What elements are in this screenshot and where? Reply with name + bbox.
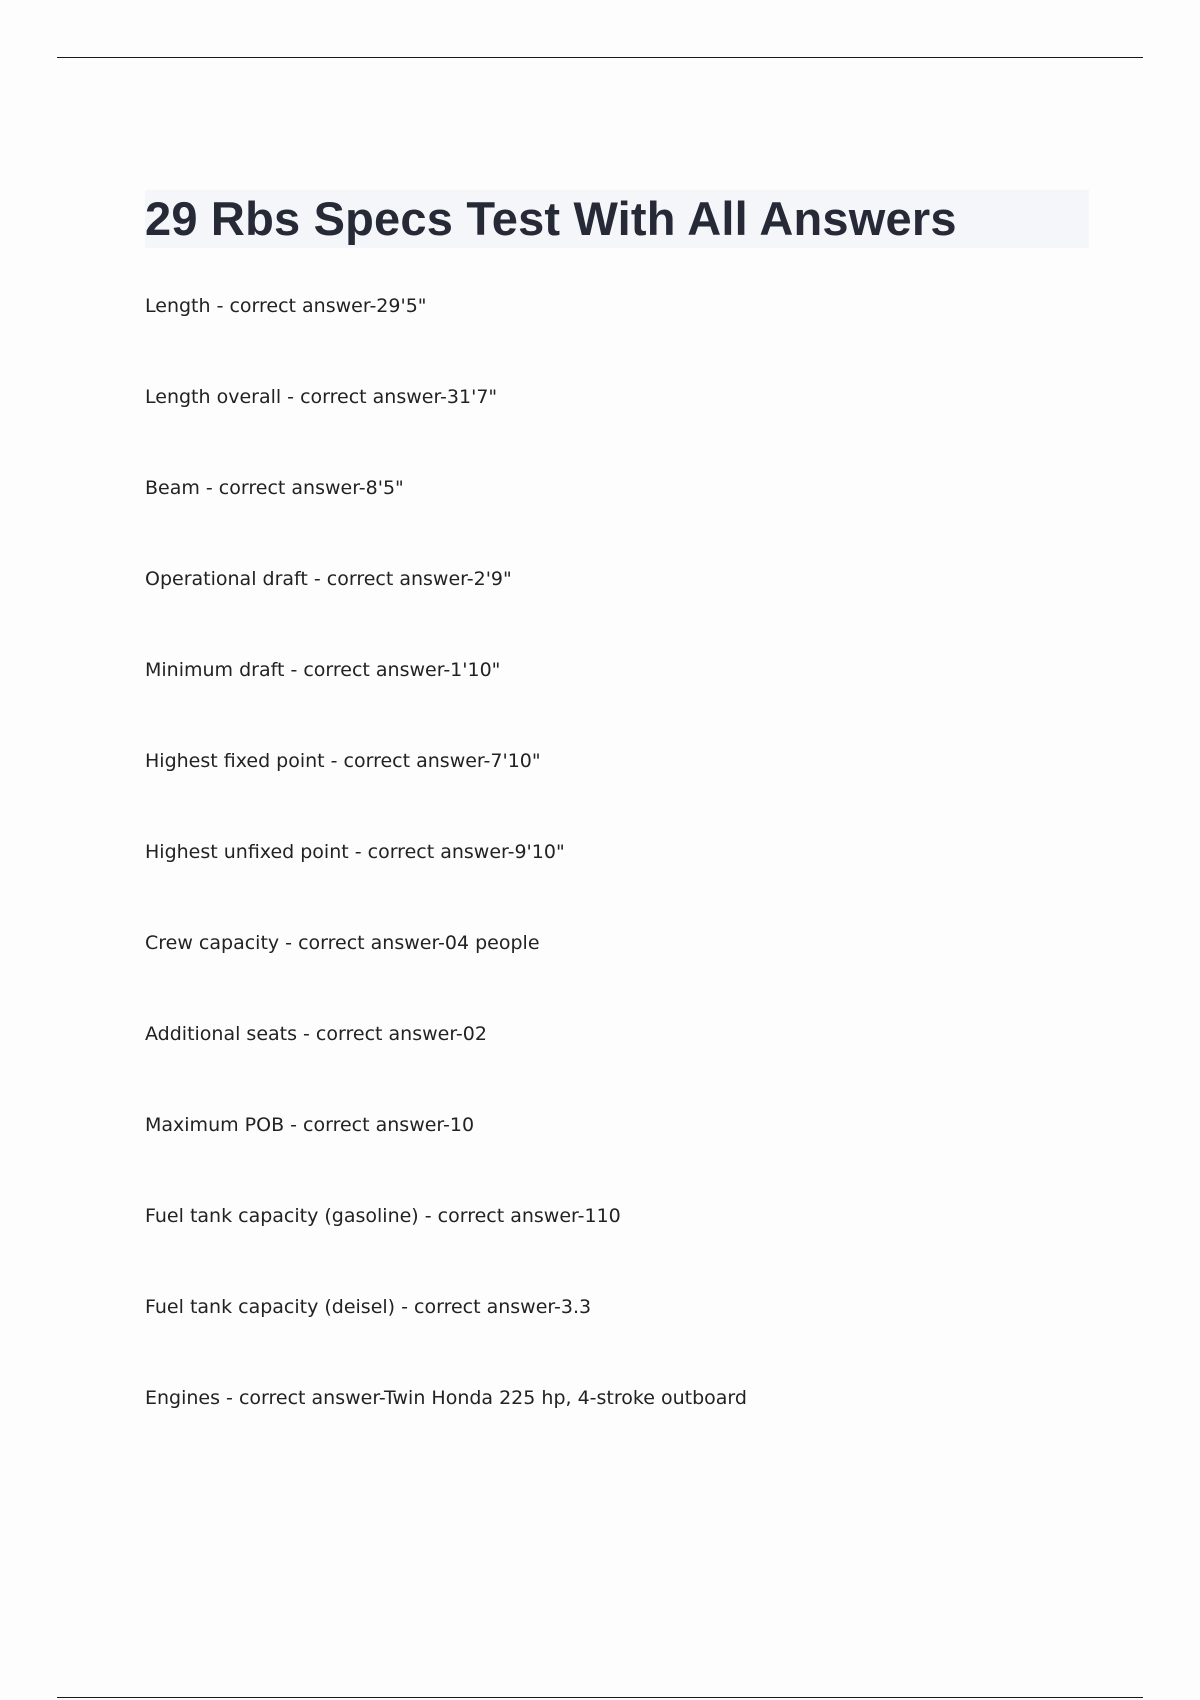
qa-item: Highest fixed point - correct answer-7'10" [145, 750, 541, 772]
qa-item: Length - correct answer-29'5" [145, 295, 427, 317]
qa-item: Highest unfixed point - correct answer-9'10" [145, 841, 565, 863]
qa-item: Operational draft - correct answer-2'9" [145, 568, 512, 590]
footer-rule [57, 1697, 1143, 1698]
qa-item: Fuel tank capacity (gasoline) - correct answer-110 [145, 1205, 621, 1227]
qa-item: Length overall - correct answer-31'7" [145, 386, 498, 408]
qa-item: Beam - correct answer-8'5" [145, 477, 404, 499]
qa-item: Fuel tank capacity (deisel) - correct answer-3.3 [145, 1296, 592, 1318]
qa-list [145, 292, 747, 1475]
header-rule [57, 57, 1143, 58]
qa-item: Engines - correct answer-Twin Honda 225 hp, 4-stroke outboard [145, 1387, 747, 1409]
qa-item: Additional seats - correct answer-02 [145, 1023, 487, 1045]
qa-item: Minimum draft - correct answer-1'10" [145, 659, 501, 681]
qa-item: Maximum POB - correct answer-10 [145, 1114, 475, 1136]
document-title: 29 Rbs Specs Test With All Answers [145, 192, 957, 245]
qa-item: Crew capacity - correct answer-04 people [145, 932, 540, 954]
